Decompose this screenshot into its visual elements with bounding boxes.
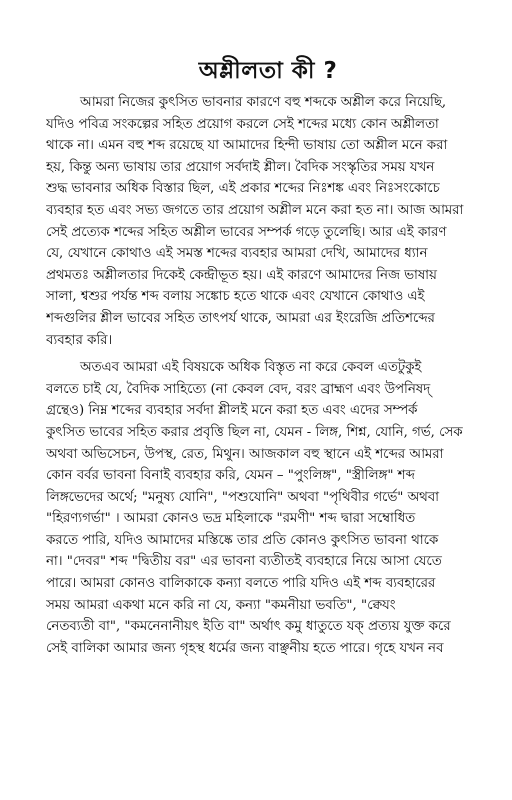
text-line: প্রথমতঃ অশ্লীলতার দিকেই কেন্দ্রীভূত হয়। এই কারণে আমাদের নিজ ভাষায় [46, 267, 437, 283]
paragraph-1 [46, 92, 490, 351]
text-line: বলতে চাই যে, বৈদিক সাহিত্যে (না কেবল বেদ, বরং ব্রাহ্মণ এবং উপনিষদ্ [46, 381, 431, 397]
text-line: যদিও পবিত্র সংকল্পের সহিত প্রয়োগ করলে সেই শব্দের মধ্যে কোন অশ্লীলতা [46, 116, 439, 132]
text-line: সেই বালিকা আমার জন্য গৃহস্থ ধর্মের জন্য বাঞ্ছনীয় হতে পারে। গৃহে যখন নব [46, 640, 444, 656]
text-line: কোন বর্বর ভাবনা বিনাই ব্যবহার করি, যেমন – "পুংলিঙ্গ", "স্ত্রীলিঙ্গ" শব্দ [46, 468, 415, 484]
text-line: নেতব্যতী বা", "কমনেনানীয়ৎ ইতি বা" অর্থাৎ কমু ধাতুতে যক্ প্রত্যয় যুক্ত করে [46, 619, 451, 635]
text-line: শুদ্ধ ভাবনার অধিক বিস্তার ছিল, এই প্রকার শব্দের নিঃশঙ্ক এবং নিঃসংকোচে [46, 181, 440, 197]
paragraph-2 [46, 357, 490, 659]
text-line: হয়, কিন্তু অন্য ভাষায় তার প্রয়োগ সর্বদাই শ্লীল। বৈদিক সংস্কৃতির সময় যখন [46, 159, 435, 175]
text-line: গ্রন্থেও) নিম্ন শব্দের ব্যবহার সর্বদা শ্লীলই মনে করা হত এবং এদের সম্পর্ক [46, 403, 418, 419]
text-line: থাকে না। এমন বহু শব্দ রয়েছে যা আমাদের হিন্দী ভাষায় তো অশ্লীল মনে করা [46, 138, 448, 154]
text-line: লিঙ্গভেদের অর্থে; "মনুষ্য যোনি", "পশুযোনি" অথবা "পৃথিবীর গর্ভে" অথবা [46, 489, 440, 505]
page-title: অশ্লীলতা কী ? [198, 58, 338, 84]
text-line: আমরা নিজের কুৎসিত ভাবনার কারণে বহু শব্দকে অশ্লীল করে নিয়েছি, [80, 95, 447, 110]
text-line: করতে পারি, যদিও আমাদের মস্তিষ্কে তার প্রতি কোনও কুৎসিত ভাবনা থাকে [46, 532, 439, 548]
text-line: যে, যেখানে কোথাও এই সমস্ত শব্দের ব্যবহার আমরা দেখি, আমাদের ধ্যান [46, 246, 428, 262]
text-line: পারে। আমরা কোনও বালিকাকে কন্যা বলতে পারি যদিও এই শব্দ ব্যবহারের [46, 576, 436, 592]
text-line: অথবা অভিসেচন, উপস্থ, রেত, মিথুন। আজকাল বহু স্থানে এই শব্দের আমরা [46, 446, 444, 462]
text-line: "হিরণ্যগর্ভা" । আমরা কোনও ভদ্র মহিলাকে "রমণী" শব্দ দ্বারা সম্বোধিত [46, 511, 416, 527]
text-line: অতএব আমরা এই বিষয়কে অধিক বিস্তৃত না করে কেবল এতটুকুই [80, 360, 422, 376]
text-line: শব্দগুলির শ্লীল ভাবের সহিত তাৎপর্য থাকে, আমরা এর ইংরেজি প্রতিশব্দের [46, 310, 435, 326]
text-line: সেই প্রত্যেক শব্দের সহিত অশ্লীল ভাবের সম্পর্ক গড়ে তুলেছি। আর এই কারণ [46, 224, 447, 240]
text-line: না। "দেবর" শব্দ "দ্বিতীয় বর" এর ভাবনা ব্যতীতই ব্যবহারে নিয়ে আসা যেতে [46, 554, 442, 570]
text-line: সময় আমরা একথা মনে করি না যে, কন্যা "কমনীয়া ভবতি", "ক্বেযং [46, 597, 396, 613]
text-line: ব্যবহার হত এবং সভ্য জগতে তার প্রয়োগ অশ্লীল মনে করা হত না। আজ আমরা [46, 202, 464, 218]
text-line: ব্যবহার করি। [46, 332, 113, 348]
text-line: সালা, শ্বশুর পর্যন্ত শব্দ বলায় সঙ্কোচ হতে থাকে এবং যেখানে কোথাও এই [46, 289, 425, 305]
text-line: কুৎসিত ভাবের সহিত করার প্রবৃত্তি ছিল না, যেমন - লিঙ্গ, শিশ্ন, যোনি, গর্ভ, সেক [46, 424, 463, 440]
